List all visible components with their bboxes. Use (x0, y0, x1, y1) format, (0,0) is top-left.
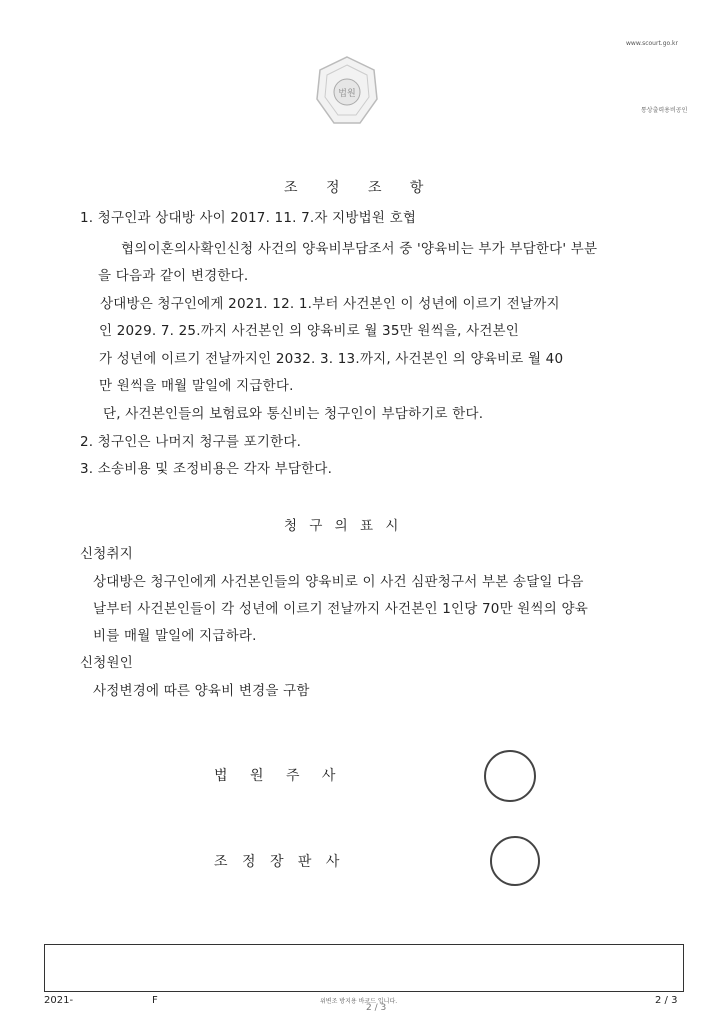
purpose-line-3: 비를 매월 말일에 지급하라. (93, 628, 257, 644)
purpose-line-1: 상대방은 청구인에게 사건본인들의 양육비로 이 사건 심판청구서 부본 송달일 다음 (93, 574, 584, 590)
case-number-suffix: F (152, 995, 158, 1006)
mediation-line-2: 협의이혼의사확인신청 사건의 양육비부담조서 중 '양육비는 부가 부담한다' 부분 (121, 241, 598, 257)
mediation-line-4: 상대방은 청구인에게 2021. 12. 1.부터 사건본인 이 성년에 이르기 전날까지 (100, 296, 560, 312)
barcode-note: 위변조 방지용 바코드 입니다. (320, 998, 398, 1005)
case-number-prefix: 2021- (44, 995, 74, 1006)
court-emblem-icon (314, 55, 380, 127)
barcode-box (44, 944, 684, 992)
center-note: 통상출력용비공인 (641, 107, 688, 114)
purpose-label: 신청취지 (80, 546, 133, 562)
emblem-text: 법원 (338, 89, 356, 99)
mediation-line-10: 3. 소송비용 및 조정비용은 각자 부담한다. (80, 461, 333, 477)
section-title-mediation: 조 정 조 항 (284, 180, 436, 196)
mediation-line-1: 1. 청구인과 상대방 사이 2017. 11. 7.자 지방법원 호협 (80, 210, 417, 226)
court-clerk-label: 법 원 주 사 (214, 768, 345, 784)
mediation-judge-seal (490, 836, 540, 886)
section-title-claim: 청 구 의 표 시 (284, 518, 403, 534)
cause-label: 신청원인 (80, 655, 133, 671)
mediation-line-9: 2. 청구인은 나머지 청구를 포기한다. (80, 434, 302, 450)
court-clerk-seal (484, 750, 536, 802)
mediation-line-5: 인 2029. 7. 25.까지 사건본인 의 양육비로 월 35만 원씩을, 사건본인 (99, 323, 520, 339)
purpose-line-2: 날부터 사건본인들이 각 성년에 이르기 전날까지 사건본인 1인당 70만 원씩의 양육 (93, 601, 588, 617)
cause-line: 사정변경에 따른 양육비 변경을 구함 (93, 683, 310, 699)
mediation-line-7: 만 원씩을 매월 말일에 지급한다. (99, 378, 294, 394)
page-number-center: 2 / 3 (366, 1003, 387, 1013)
mediation-judge-label: 조 정 장 판 사 (214, 854, 345, 870)
mediation-line-3: 을 다음과 같이 변경한다. (98, 268, 249, 284)
page-number: 2 / 3 (655, 995, 678, 1006)
mediation-line-6: 가 성년에 이르기 전날까지인 2032. 3. 13.까지, 사건본인 의 양육비로 월 40 (99, 351, 564, 367)
mediation-line-8: 단, 사건본인들의 보험료와 통신비는 청구인이 부담하기로 한다. (103, 406, 484, 422)
court-url: www.scourt.go.kr (626, 40, 678, 47)
